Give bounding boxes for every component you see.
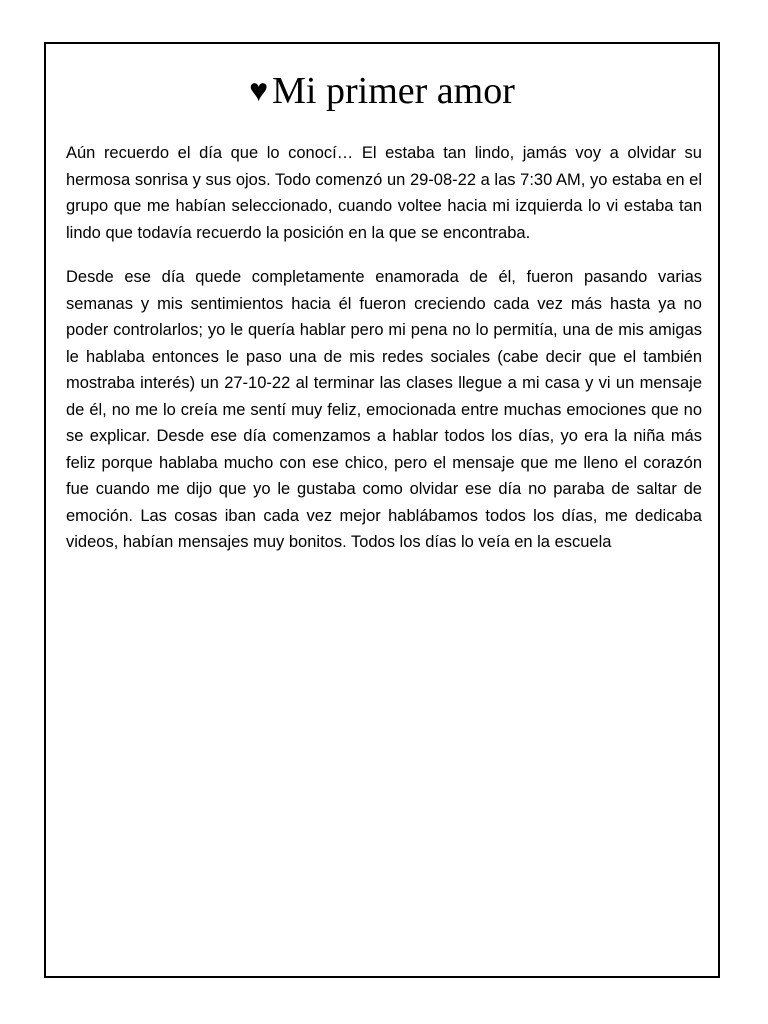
heart-icon: ♥ — [249, 72, 269, 108]
paragraph-2: Desde ese día quede completamente enamorada de él, fueron pasando varias semanas y mis sentimientos hacia él fueron creciendo cada vez más hasta ya no poder controlarlos; yo le quería hablar pero mi pena no lo permitía, una de mis amigas le hablaba entonces le paso una de mis redes sociales (cabe decir que el también mostraba interés) un 27-10-22 al terminar las clases llegue a mi casa y vi un mensaje de él, no me lo creía me sentí muy feliz, emocionada entre muchas emociones que no se explicar. Desde ese día comenzamos a hablar todos los días, yo era la niña más feliz porque hablaba mucho con ese chico, pero el mensaje que me lleno el corazón fue cuando me dijo que yo le gustaba como olvidar ese día no paraba de saltar de emoción. Las cosas iban cada vez mejor hablábamos todos los días, me dedicaba videos, habían mensajes muy bonitos. Todos los días lo veía en la escuela — [66, 268, 702, 551]
page-border-frame — [44, 42, 720, 978]
paragraph-1: Aún recuerdo el día que lo conocí… El estaba tan lindo, jamás voy a olvidar su hermosa sonrisa y sus ojos. Todo comenzó un 29-08-22 a las 7:30 AM, yo estaba en el grupo que me habían seleccionado, cuando voltee hacia mi izquierda lo vi estaba tan lindo que todavía recuerdo la posición en la que se encontraba. — [66, 144, 702, 242]
title-text: Mi primer amor — [272, 70, 515, 112]
document-body — [66, 140, 702, 574]
document-title — [46, 66, 718, 117]
